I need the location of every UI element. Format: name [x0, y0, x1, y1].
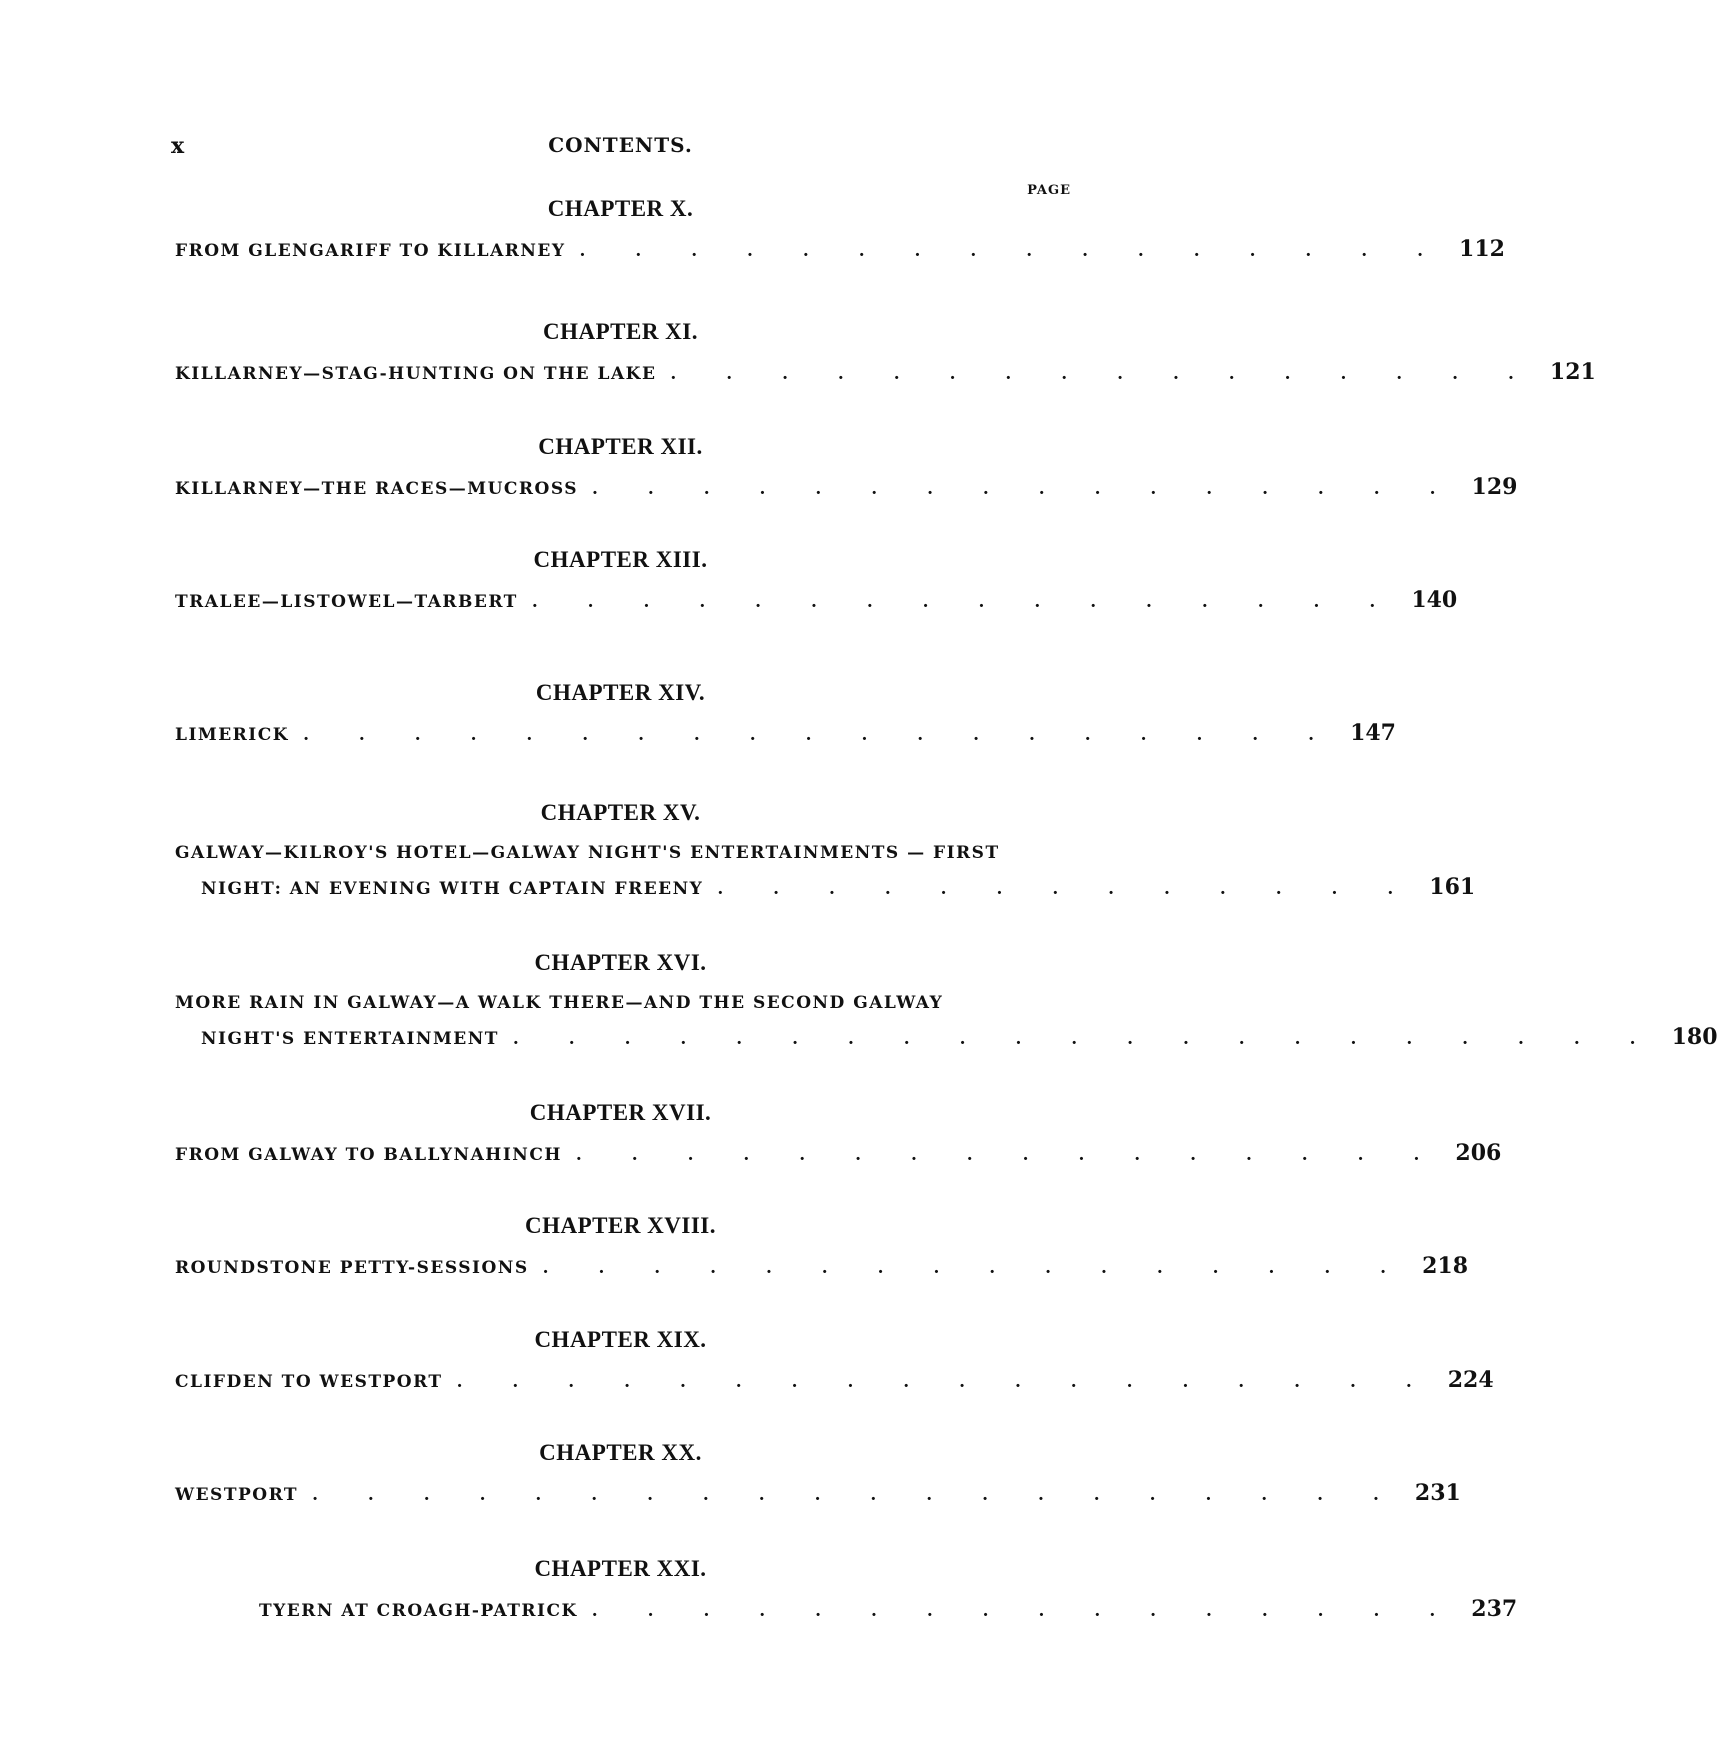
chapter-heading: CHAPTER XVIII. [524, 1213, 717, 1238]
entry-page: 218 [1422, 1253, 1469, 1279]
chapter-heading: CHAPTER X. [547, 196, 694, 221]
dot-leader: . . . . . . . . . . . . . . . . . . . . [312, 1485, 1401, 1505]
toc-entry [175, 836, 1476, 906]
entry-page: 129 [1471, 474, 1518, 500]
entry-page: 147 [1350, 720, 1396, 746]
entry-title-continued: NIGHT: AN EVENING WITH CAPTAIN FREENY [201, 879, 704, 899]
chapter-entry [0, 680, 1396, 752]
entry-title: FROM GLENGARIFF TO KILLARNEY [175, 241, 566, 261]
toc-entry [175, 1136, 1502, 1172]
entry-title: WESTPORT [175, 1485, 299, 1505]
entry-title: CLIFDEN TO WESTPORT [175, 1372, 443, 1392]
dot-leader: . . . . . . . . . . . . . . . . [542, 1258, 1409, 1278]
toc-entry [175, 986, 1718, 1056]
entry-page: 161 [1429, 874, 1476, 900]
entry-page: 180 [1671, 1024, 1718, 1050]
entry-title-continued: NIGHT'S ENTERTAINMENT [201, 1029, 499, 1049]
dot-leader: . . . . . . . . . . . . . [717, 879, 1416, 899]
chapter-entry [0, 1100, 1502, 1172]
toc-entry [175, 1592, 1518, 1628]
toc-entry [175, 1363, 1494, 1399]
chapter-entry [0, 196, 1505, 268]
chapter-entry [0, 800, 1476, 906]
chapter-entry [0, 1213, 1469, 1285]
entry-title: GALWAY—KILROY'S HOTEL—GALWAY NIGHT'S ENTERTAINMENTS — FIRST [175, 843, 1000, 863]
chapter-heading: CHAPTER XXI. [534, 1556, 707, 1581]
chapter-entry [0, 547, 1458, 619]
chapter-heading: CHAPTER XIV. [535, 680, 706, 705]
dot-leader: . . . . . . . . . . . . . . . . [592, 479, 1458, 499]
dot-leader: . . . . . . . . . . . . . . . . [531, 592, 1398, 612]
dot-leader: . . . . . . . . . . . . . . . . [591, 1601, 1458, 1621]
entry-page: 140 [1411, 587, 1458, 613]
chapter-heading: CHAPTER XX. [539, 1440, 702, 1465]
dot-leader: . . . . . . . . . . . . . . . . . . [456, 1372, 1434, 1392]
entry-title: TYERN AT CROAGH-PATRICK [259, 1601, 578, 1621]
chapter-heading: CHAPTER XV. [540, 800, 701, 825]
entry-page: 121 [1549, 359, 1596, 385]
page-column-label: PAGE [1027, 183, 1071, 198]
entry-page: 206 [1455, 1140, 1502, 1166]
entry-title: KILLARNEY—THE RACES—MUCROSS [175, 479, 579, 499]
chapter-entry [0, 434, 1518, 506]
chapter-entry [0, 1440, 1461, 1512]
chapter-heading: CHAPTER XII. [538, 434, 703, 459]
chapter-heading: CHAPTER XIII. [533, 547, 708, 572]
entry-title: KILLARNEY—STAG-HUNTING ON THE LAKE [175, 364, 657, 384]
chapter-entry [0, 950, 1718, 1056]
entry-title: ROUNDSTONE PETTY-SESSIONS [175, 1258, 529, 1278]
entry-title: FROM GALWAY TO BALLYNAHINCH [175, 1145, 562, 1165]
entry-title: MORE RAIN IN GALWAY—A WALK THERE—AND THE SECOND GALWAY [175, 993, 944, 1013]
chapter-heading: CHAPTER XIX. [534, 1327, 707, 1352]
entry-page: 231 [1414, 1480, 1461, 1506]
toc-entry [175, 716, 1396, 752]
chapter-heading: CHAPTER XVI. [534, 950, 707, 975]
dot-leader: . . . . . . . . . . . . . . . . [579, 241, 1446, 261]
chapter-entry [0, 1556, 1518, 1628]
entry-title: TRALEE—LISTOWEL—TARBERT [175, 592, 518, 612]
entry-page: 112 [1459, 236, 1505, 262]
toc-entry [175, 232, 1505, 268]
dot-leader: . . . . . . . . . . . . . . . . . . . . . [512, 1029, 1658, 1049]
toc-entry [175, 470, 1518, 506]
toc-entry [175, 355, 1596, 391]
toc-entry [175, 1476, 1461, 1512]
dot-leader: . . . . . . . . . . . . . . . . . . . [303, 725, 1337, 745]
entry-page: 237 [1471, 1596, 1518, 1622]
page-title: CONTENTS. [548, 133, 693, 157]
toc-entry [175, 583, 1458, 619]
dot-leader: . . . . . . . . . . . . . . . . [575, 1145, 1442, 1165]
page-number: x [171, 133, 185, 159]
chapter-entry [0, 319, 1596, 391]
dot-leader: . . . . . . . . . . . . . . . . [670, 364, 1536, 384]
toc-entry [175, 1249, 1469, 1285]
chapter-entry [0, 1327, 1494, 1399]
chapter-heading: CHAPTER XVII. [529, 1100, 712, 1125]
chapter-heading: CHAPTER XI. [542, 319, 698, 344]
entry-title: LIMERICK [175, 725, 290, 745]
entry-page: 224 [1447, 1367, 1494, 1393]
